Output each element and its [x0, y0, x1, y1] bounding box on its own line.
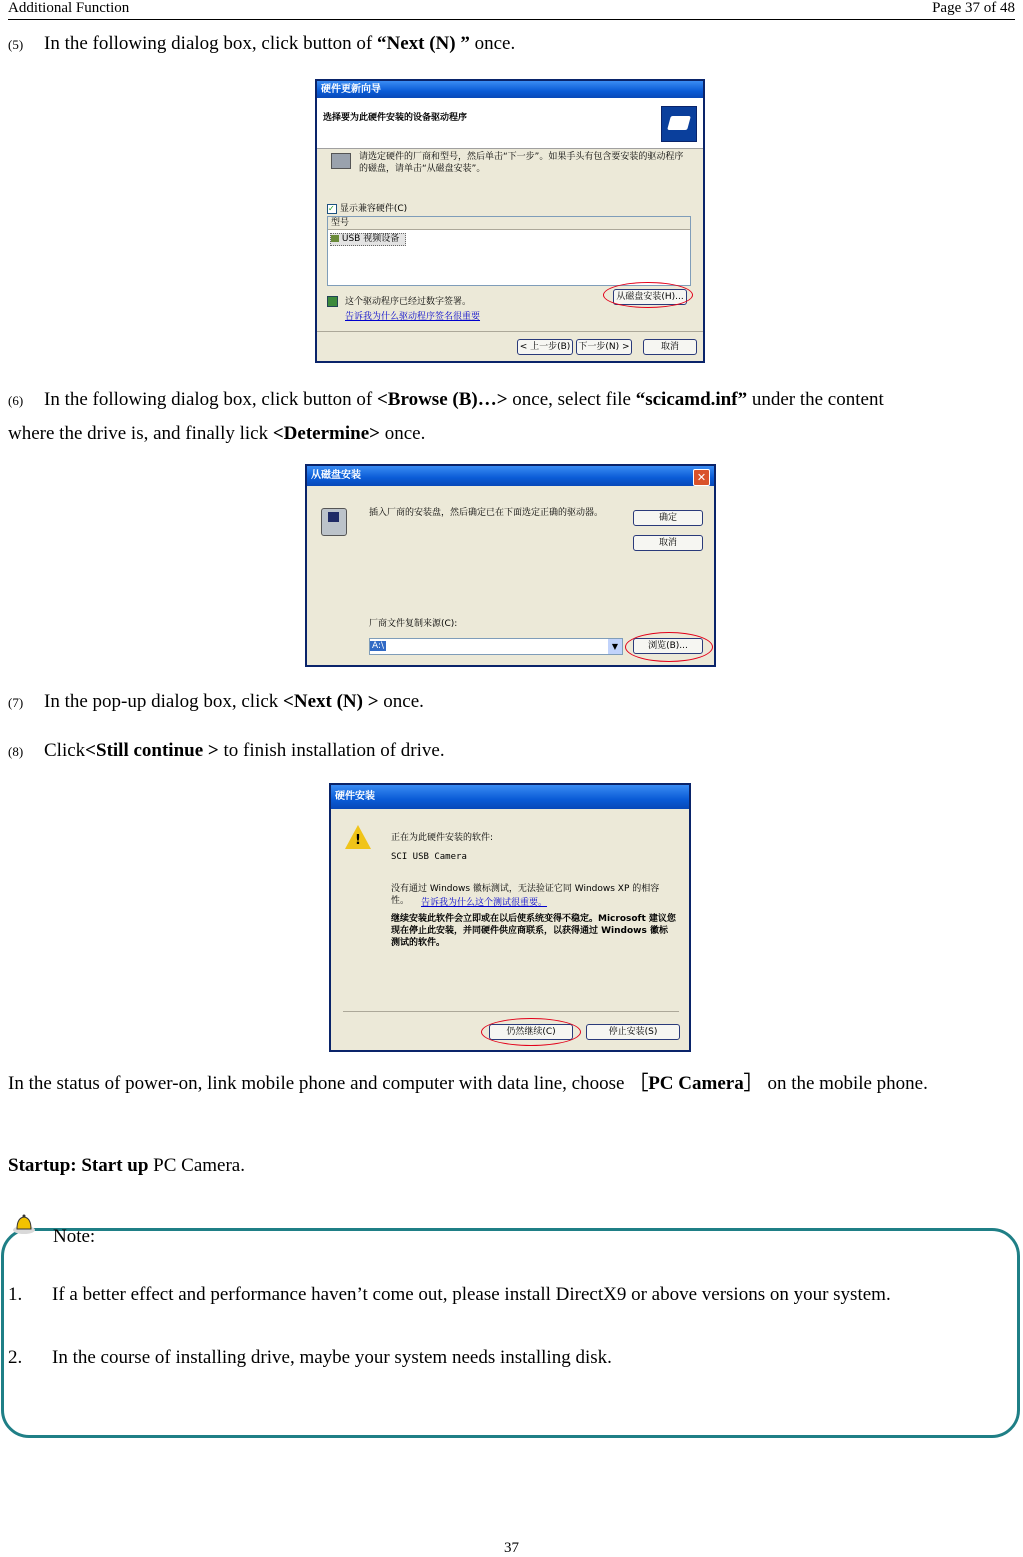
divider: [317, 331, 703, 332]
hardware-update-wizard-dialog: [315, 79, 705, 363]
checkbox-label: 显示兼容硬件(C): [339, 204, 408, 214]
step-text: Click: [44, 740, 86, 761]
install-from-disk-dialog: [305, 464, 716, 667]
warning-text: 继续安装此软件会立即或在以后使系统变得不稳定。Microsoft 建议您现在停止此安装，并同硬件供应商联系，以获得通过 Windows 徽标测试的软件。: [391, 914, 676, 948]
step-text: In the following dialog box, click button of: [44, 33, 377, 54]
warning-icon-mark: !: [355, 833, 361, 848]
cancel-button[interactable]: 取消: [633, 535, 703, 551]
note-box: [1, 1228, 1020, 1438]
divider: [343, 1011, 679, 1012]
copy-source-value: A:\: [372, 641, 385, 651]
wizard-instruction: 请选定硬件的厂商和型号，然后单击“下一步”。如果手头有包含要安装的驱动程序的磁盘，请单击“从磁盘安装”。: [359, 152, 684, 174]
continue-anyway-button[interactable]: 仍然继续(C): [489, 1024, 573, 1040]
paragraph-text: In the status of power-on, link mobile phone and computer with data line, choose: [8, 1073, 630, 1094]
hardware-installation-dialog: [329, 783, 691, 1052]
signed-driver-icon: [327, 296, 338, 307]
have-disk-button[interactable]: 从磁盘安装(H)...: [613, 289, 687, 305]
dialog-title: 从磁盘安装: [307, 466, 714, 486]
install-line-2: 没有通过 Windows 徽标测试，无法验证它同 Windows XP 的相容性。: [391, 884, 660, 906]
page-footer-number: 37: [504, 1540, 519, 1556]
list-header: 型号: [328, 217, 690, 230]
device-name: SCI USB Camera: [391, 852, 467, 862]
browse-button[interactable]: 浏览(B)...: [633, 638, 703, 654]
step-bold: “scicamd.inf”: [635, 389, 748, 410]
step-number: (7): [8, 695, 24, 710]
page-header: [8, 0, 1015, 20]
note-item-text: In the course of installing drive, maybe your system needs installing disk.: [52, 1347, 612, 1368]
step-bold: <Next (N) >: [283, 691, 379, 712]
chevron-down-icon[interactable]: ▼: [608, 639, 622, 654]
paragraph-text: on the mobile phone.: [762, 1073, 928, 1094]
step-number: (8): [8, 744, 24, 759]
step-6: [8, 389, 1016, 412]
step-number: (5): [8, 37, 24, 52]
wizard-header-panel: [317, 98, 703, 149]
step-text: In the pop-up dialog box, click: [44, 691, 284, 712]
copy-source-label: 厂商文件复制来源(C):: [369, 619, 458, 629]
startup-text: PC Camera.: [148, 1155, 245, 1176]
signed-link[interactable]: 告诉我为什么驱动程序签名很重要: [345, 312, 481, 322]
wizard-heading: 选择要为此硬件安装的设备驱动程序: [323, 113, 468, 123]
startup-bold: Startup: Start up: [8, 1155, 149, 1176]
step-bold: <Browse (B)…>: [376, 389, 508, 410]
note-item-2: [8, 1342, 1011, 1374]
note-bell-icon: [12, 1212, 36, 1236]
note-item-1: [8, 1279, 1011, 1311]
install-line-1: 正在为此硬件安装的软件:: [391, 833, 494, 843]
ok-button[interactable]: 确定: [633, 510, 703, 526]
step-text: once.: [378, 691, 424, 712]
step-5: [8, 33, 515, 56]
header-section: Additional Function: [8, 0, 130, 16]
paragraph-bold: ［PC Camera］: [629, 1073, 763, 1094]
highlight-circle: [603, 282, 693, 308]
stop-installation-button[interactable]: 停止安装(S): [586, 1024, 680, 1040]
highlight-circle: [481, 1018, 581, 1046]
next-button[interactable]: 下一步(N) >: [576, 339, 632, 355]
note-label: Note:: [53, 1226, 96, 1247]
close-icon[interactable]: ✕: [693, 469, 710, 486]
step-text: to finish installation of drive.: [218, 740, 445, 761]
power-on-paragraph: [8, 1068, 1013, 1100]
dialog-title: 硬件安装: [331, 785, 689, 809]
dialog-title: 硬件更新向导: [317, 81, 703, 98]
step-8: [8, 740, 445, 763]
step-6-line-2: [8, 423, 425, 445]
copy-source-select[interactable]: [369, 638, 623, 655]
note-item-number: 1.: [8, 1284, 23, 1305]
step-text: once.: [469, 33, 516, 54]
signed-text: 这个驱动程序已经过数字签署。: [345, 297, 472, 307]
show-compatible-checkbox[interactable]: ✓ 显示兼容硬件(C): [328, 203, 408, 214]
why-test-link[interactable]: 告诉我为什么这个测试很重要。: [421, 898, 548, 908]
step-bold: <Still continue >: [85, 740, 219, 761]
step-text: once.: [379, 423, 426, 444]
cancel-button[interactable]: 取消: [643, 339, 697, 355]
model-list[interactable]: [327, 216, 691, 286]
step-number: (6): [8, 393, 24, 408]
wizard-hardware-icon: [661, 106, 697, 142]
back-button[interactable]: < 上一步(B): [517, 339, 573, 355]
step-text: In the following dialog box, click button of: [44, 389, 377, 410]
disk-drive-icon: [321, 508, 347, 536]
step-7: [8, 691, 424, 714]
step-bold: “Next (N) ”: [376, 33, 470, 54]
note-item-text: If a better effect and performance haven’t come out, please install DirectX9 or above versions on your system.: [52, 1284, 891, 1305]
header-page-number: Page 37 of 48: [932, 0, 1015, 16]
install-message: 插入厂商的安装盘，然后确定已在下面选定正确的驱动器。: [369, 508, 604, 518]
list-item-label: USB 视频设备: [341, 234, 400, 244]
step-bold: <Determine>: [272, 423, 380, 444]
step-text: under the content: [747, 389, 884, 410]
startup-paragraph: [8, 1150, 245, 1182]
list-item[interactable]: [330, 233, 406, 246]
device-icon: [331, 235, 339, 242]
hardware-card-icon: [331, 153, 351, 169]
note-item-number: 2.: [8, 1347, 23, 1368]
step-text: where the drive is, and finally lick: [8, 423, 273, 444]
step-text: once, select file: [507, 389, 636, 410]
highlight-circle: [625, 632, 713, 662]
